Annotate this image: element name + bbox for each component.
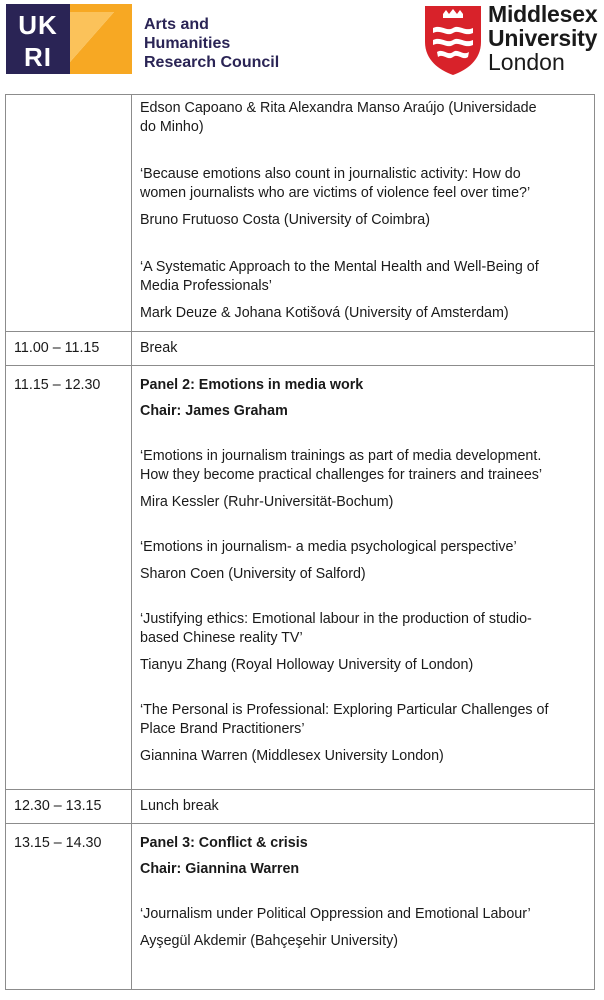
table-row [6,332,595,366]
talk-title: ‘Justifying ethics: Emotional labour in the production of studio- [140,611,532,627]
header [0,0,604,94]
presenter-cont: do Minho) [140,119,204,135]
mdx-line-2: University [488,25,598,51]
talk-title: ‘Emotions in journalism- a media psychological perspective’ [140,539,517,555]
middlesex-shield-icon [423,4,483,76]
ahrc-line-3: Research Council [144,54,280,71]
time-cell: 13.15 – 14.30 [6,824,132,990]
table-row [6,95,595,332]
content-cell [132,95,595,332]
talk-title-cont: Place Brand Practitioners’ [140,721,305,737]
content-cell: Break [132,332,595,366]
mdx-line-3: London [488,49,565,75]
presenter: Giannina Warren (Middlesex University London) [140,748,444,764]
content-cell [132,824,595,990]
svg-text:RI: RI [24,42,52,72]
ukri-logo [6,4,132,74]
panel-chair: Chair: James Graham [140,403,288,419]
talk-title-cont: based Chinese reality TV’ [140,630,303,646]
schedule-table [5,94,595,990]
panel-title: Panel 3: Conflict & crisis [140,835,308,851]
presenter: Mira Kessler (Ruhr-Universität-Bochum) [140,494,394,510]
content-cell [132,366,595,790]
time-cell: 12.30 – 13.15 [6,790,132,824]
talk-title: ‘Journalism under Political Oppression and Emotional Labour’ [140,906,531,922]
time-cell: 11.00 – 11.15 [6,332,132,366]
presenter: Ayşegül Akdemir (Bahçeşehir University) [140,933,398,949]
talk-title-cont: How they become practical challenges for trainers and trainees’ [140,467,543,483]
talk-title-cont: Media Professionals’ [140,278,272,294]
middlesex-wordmark [488,2,597,74]
table-row [6,790,595,824]
presenter: Sharon Coen (University of Salford) [140,566,366,582]
panel-chair: Chair: Giannina Warren [140,861,300,877]
table-row [6,824,595,990]
table-row [6,366,595,790]
content-cell: Lunch break [132,790,595,824]
time-cell: 11.15 – 12.30 [6,366,132,790]
ahrc-line-1: Arts and [144,16,209,33]
presenter: Mark Deuze & Johana Kotišová (University of Amsterdam) [140,305,509,321]
presenter: Edson Capoano & Rita Alexandra Manso Araújo (Universidade [140,100,537,116]
svg-text:UK: UK [18,10,58,40]
talk-title: ‘Because emotions also count in journalistic activity: How do [140,166,521,182]
mdx-line-1: Middlesex [488,1,598,27]
talk-title: ‘A Systematic Approach to the Mental Health and Well-Being of [140,259,539,275]
time-cell [6,95,132,332]
talk-title-cont: women journalists who are victims of violence feel over time?’ [140,185,531,201]
ahrc-wordmark [144,15,279,72]
ahrc-line-2: Humanities [144,35,231,52]
presenter: Bruno Frutuoso Costa (University of Coimbra) [140,212,431,228]
talk-title: ‘The Personal is Professional: Exploring Particular Challenges of [140,702,549,718]
presenter: Tianyu Zhang (Royal Holloway University of London) [140,657,474,673]
talk-title: ‘Emotions in journalism trainings as part of media development. [140,448,542,464]
panel-title: Panel 2: Emotions in media work [140,377,364,393]
